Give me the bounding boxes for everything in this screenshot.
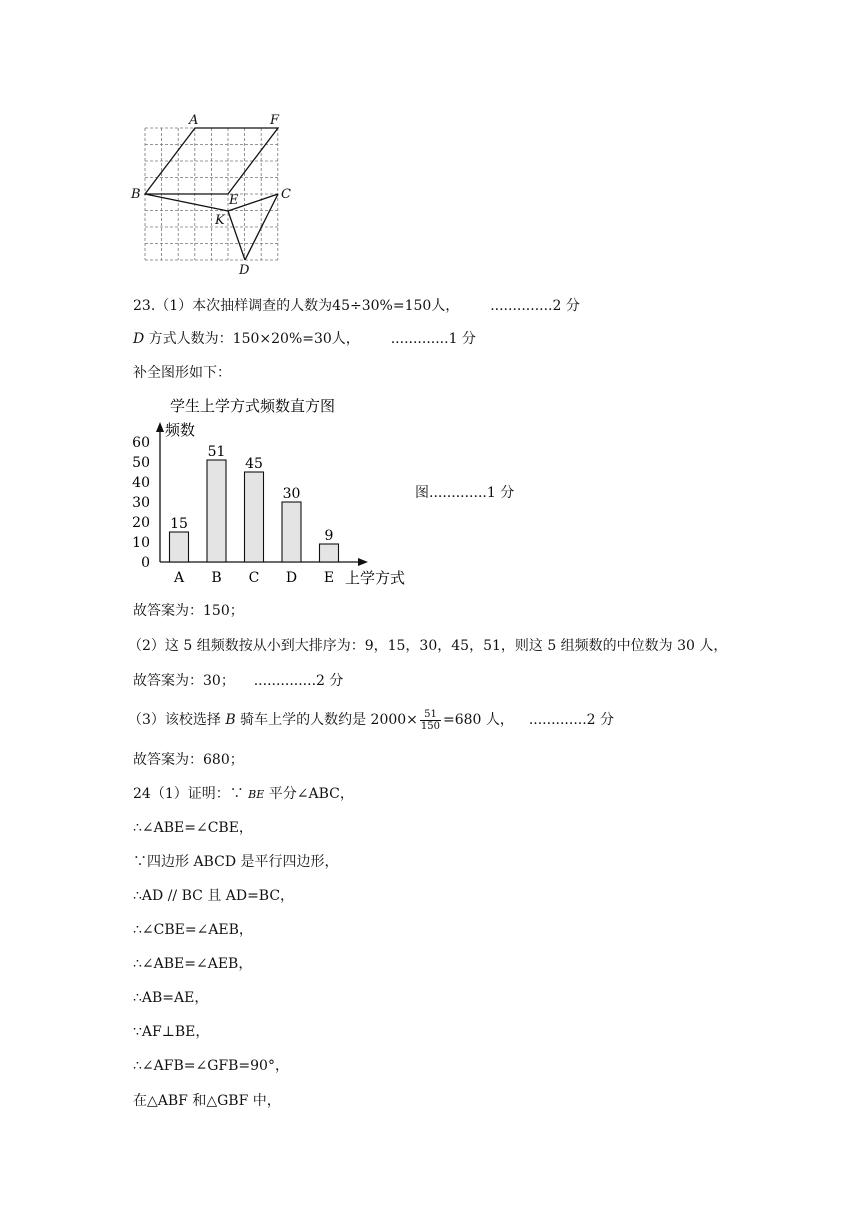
- x-tick-label: E: [323, 570, 335, 586]
- chart-title: 学生上学方式频数直方图: [170, 397, 336, 415]
- point-label-a: A: [189, 113, 199, 128]
- y-tick-label: 10: [132, 535, 150, 551]
- bar-value-label: 15: [170, 516, 188, 532]
- point-label-k: K: [215, 213, 225, 228]
- bar-value-label: 30: [282, 486, 301, 502]
- bar-value-label: 9: [324, 528, 334, 544]
- y-tick-label: 20: [132, 515, 150, 531]
- q23-complete-figure: 补全图形如下：: [133, 365, 231, 381]
- q23-part1-score: ..............2 分: [490, 298, 580, 314]
- q23-answer1: 故答案为：150；: [133, 603, 244, 619]
- q24-var-be: BE: [248, 788, 265, 801]
- fraction-51-150: [420, 709, 441, 732]
- geometry-figure: [125, 108, 300, 278]
- q24-line5: ∴∠CBE=∠AEB，: [133, 922, 253, 938]
- q23-answer2-line: [133, 672, 343, 690]
- point-label-b: B: [131, 187, 141, 202]
- q23-part3-line: [128, 703, 614, 737]
- q24-line3: ∵四边形 ABCD 是平行四边形，: [133, 854, 339, 870]
- q23-answer2-score: ..............2 分: [253, 673, 344, 689]
- x-tick-label: A: [173, 570, 185, 586]
- x-tick-label: D: [285, 570, 298, 586]
- bar-value-label: 45: [245, 456, 263, 472]
- chart-score: 图.............1 分: [415, 485, 515, 501]
- q24-line1-post: 平分∠ABC，: [264, 786, 354, 802]
- q24-line1-pre: 24（1）证明：∵: [133, 786, 249, 802]
- q24-line10: 在△ABF 和△GBF 中，: [133, 1093, 281, 1109]
- bar-value-label: 51: [207, 444, 226, 460]
- y-axis-arrow-icon: [156, 422, 164, 432]
- q23-part3-pre: （3）该校选择: [128, 712, 226, 728]
- x-axis-label: 上学方式: [345, 569, 406, 587]
- q23-part3-score: .............2 分: [528, 712, 615, 728]
- q23-var-b: B: [225, 712, 236, 728]
- x-tick-label: B: [211, 570, 222, 586]
- y-tick-label: 30: [132, 495, 150, 511]
- y-tick-label: 60: [132, 435, 150, 451]
- q24-line2: ∴∠ABE=∠CBE，: [133, 820, 253, 836]
- bar-A: [170, 532, 189, 562]
- q24-line9: ∴∠AFB=∠GFB=90°，: [133, 1058, 289, 1074]
- q23-part1-line: [133, 297, 580, 315]
- q24-line4: ∴AD // BC 且 AD=BC，: [133, 888, 295, 904]
- fraction-denominator: 150: [420, 720, 441, 732]
- q23-answer2-text: 故答案为：30；: [133, 673, 235, 689]
- bar-D: [282, 502, 301, 562]
- segment-bk: [145, 194, 228, 211]
- q23-part1-text: 23.（1）本次抽样调查的人数为45÷30%=150人，: [133, 298, 460, 314]
- q24-line6: ∴∠ABE=∠AEB，: [133, 956, 253, 972]
- point-label-c: C: [281, 187, 291, 202]
- histogram-chart: [125, 392, 425, 592]
- point-label-d: D: [239, 263, 250, 278]
- q23-part1-line2-text: 方式人数为：150×20%=30人，: [144, 331, 360, 347]
- q23-part1-line2: [133, 330, 476, 348]
- y-tick-label: 50: [132, 455, 150, 471]
- y-tick-label: 40: [132, 475, 150, 491]
- y-tick-label: 0: [141, 555, 150, 571]
- fraction-numerator: 51: [420, 709, 441, 721]
- q23-part2-line: （2）这 5 组频数按从小到大排序为：9，15，30，45，51，则这 5 组频数的中位数为 30 人，: [128, 638, 728, 654]
- q24-line8: ∵AF⊥BE，: [133, 1024, 210, 1040]
- q23-part3-post: =680 人，: [443, 712, 514, 728]
- point-label-e: E: [229, 193, 239, 208]
- q23-answer3: 故答案为：680；: [133, 752, 244, 768]
- x-tick-label: C: [248, 570, 260, 586]
- q23-part3-mid: 骑车上学的人数约是 2000×: [235, 712, 418, 728]
- x-axis-arrow-icon: [358, 558, 368, 566]
- bar-B: [207, 460, 226, 562]
- q24-line1: [133, 785, 354, 804]
- bar-C: [245, 472, 264, 562]
- q24-line7: ∴AB=AE，: [133, 990, 209, 1006]
- bar-E: [320, 544, 339, 562]
- y-axis-label: 频数: [165, 421, 196, 439]
- q23-part1-line2-score: .............1 分: [390, 331, 476, 347]
- point-label-f: F: [270, 113, 280, 128]
- segment-kd: [228, 211, 245, 260]
- q23-var-d: D: [133, 331, 145, 347]
